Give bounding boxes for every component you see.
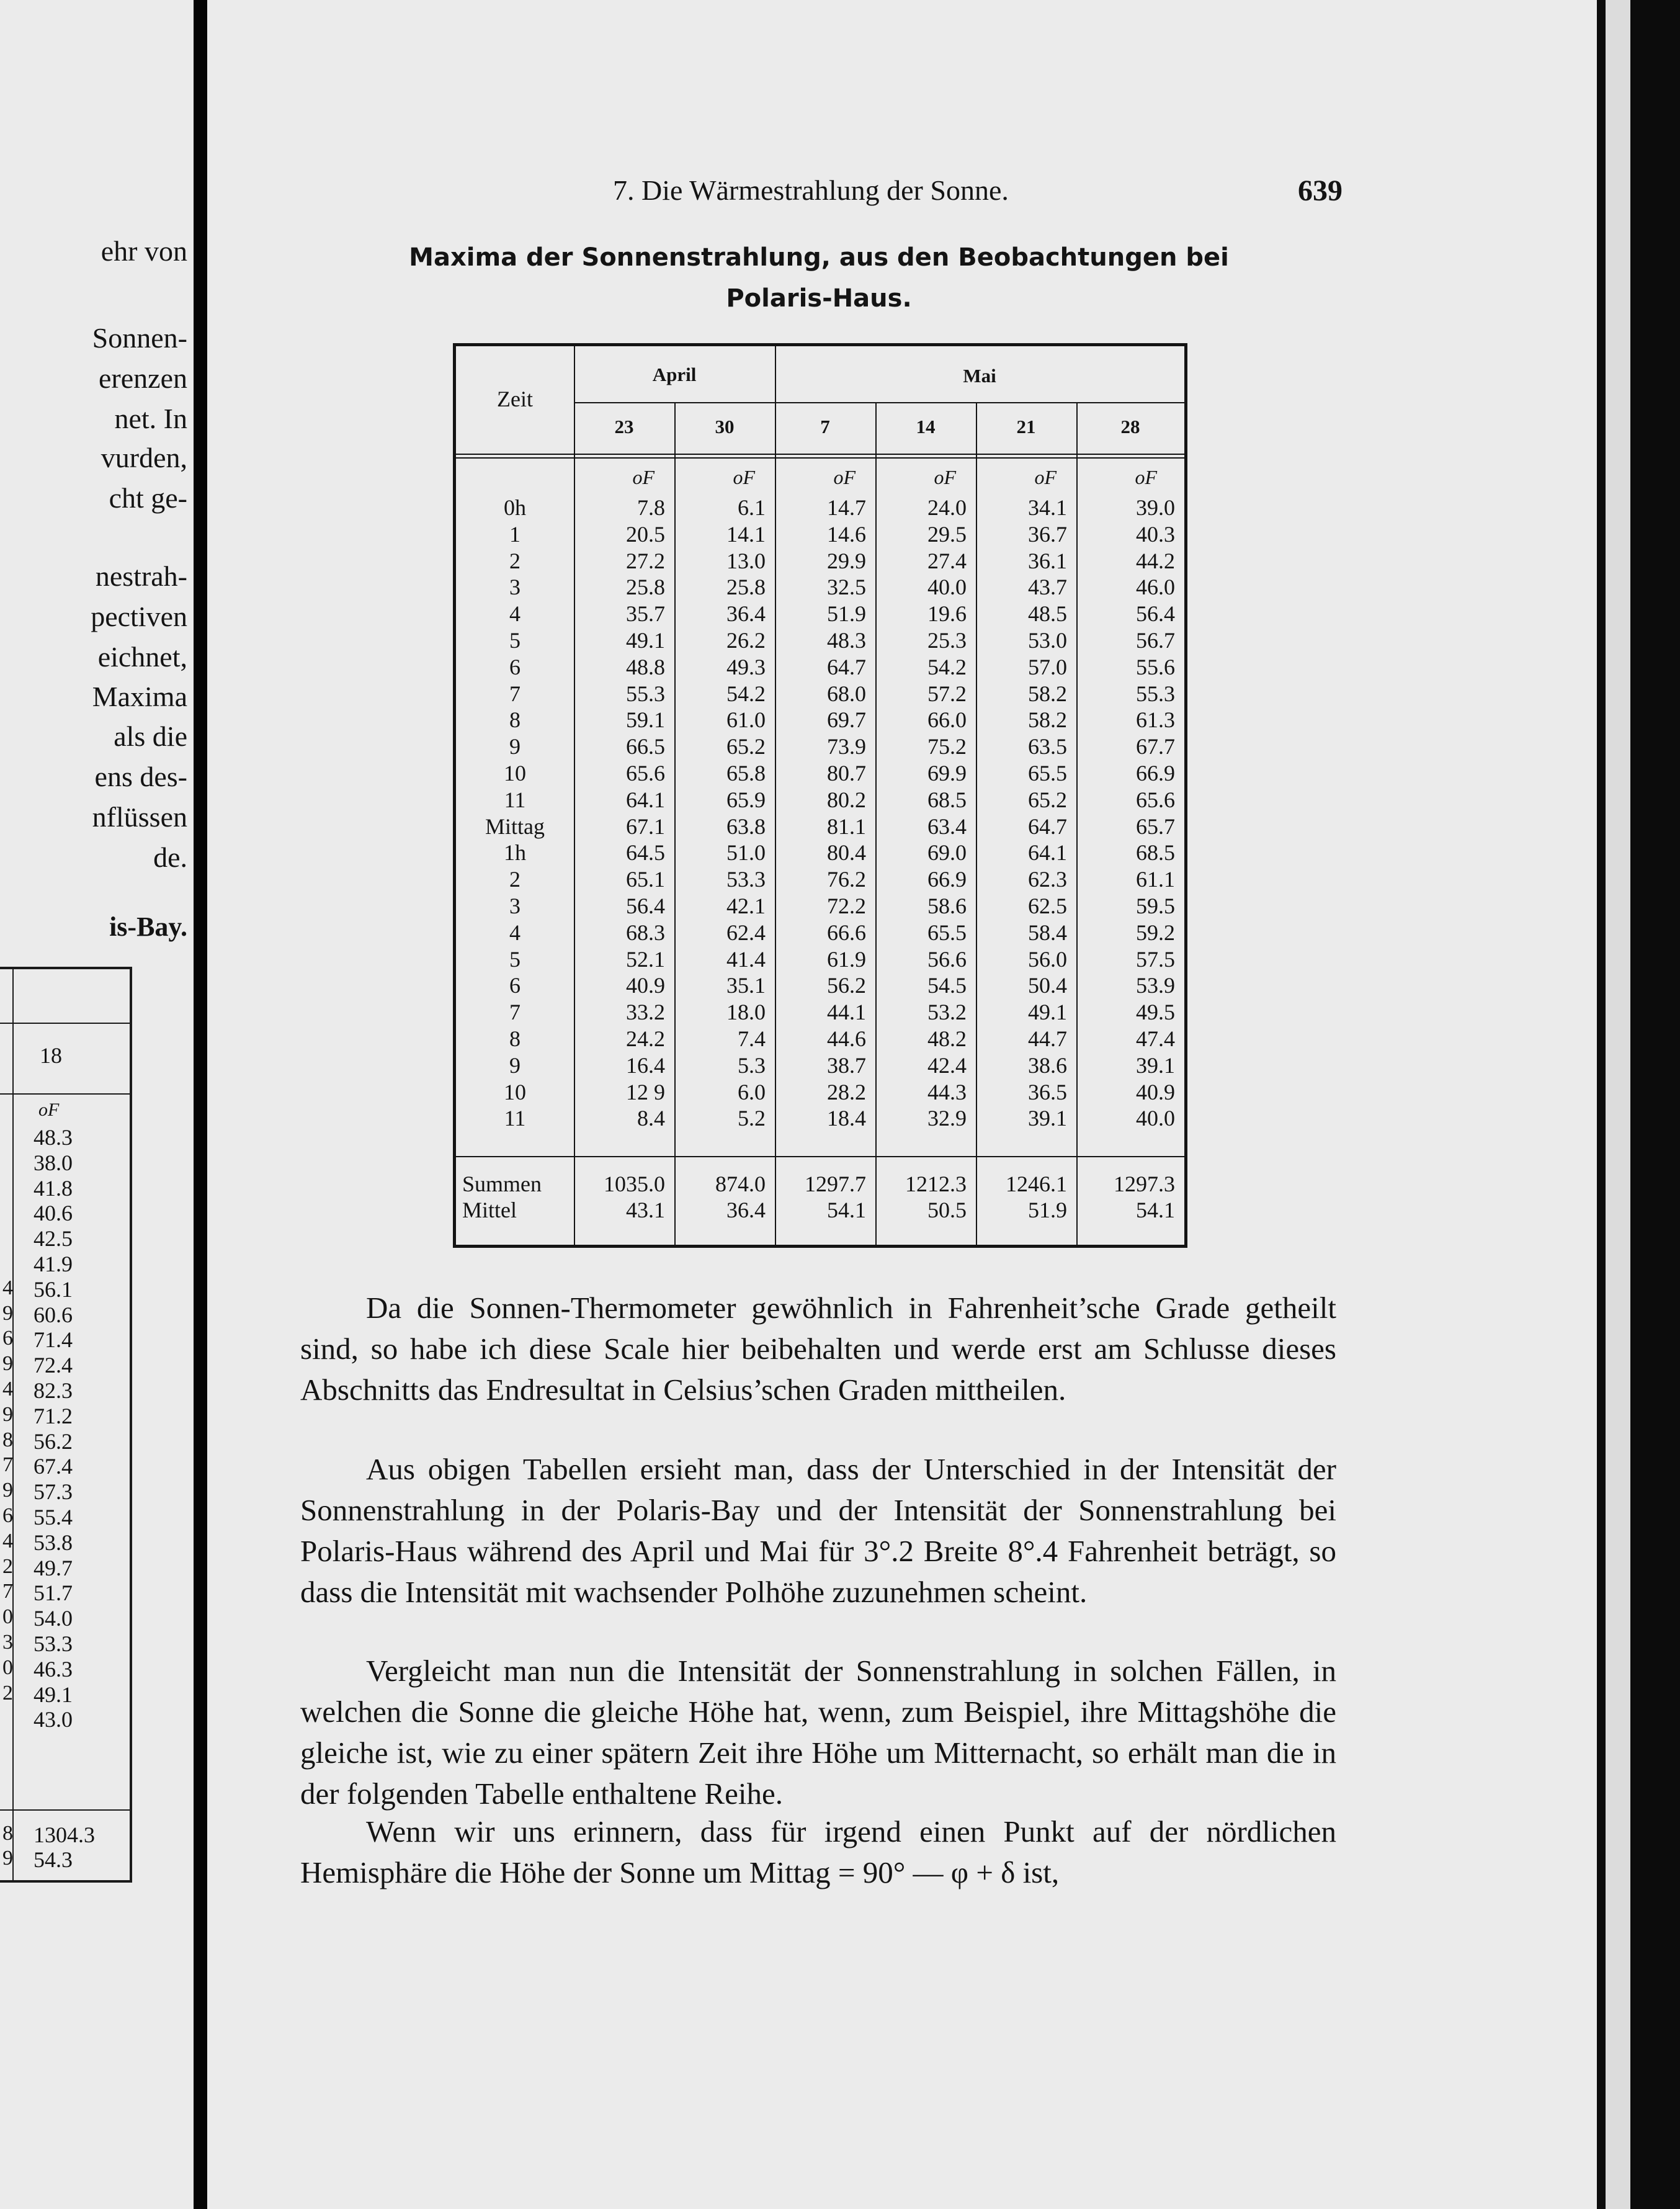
mittel-value: 36.4	[726, 1198, 766, 1222]
table-rule	[976, 402, 977, 1245]
table-rule	[574, 346, 575, 1245]
row-time-label: 7	[509, 681, 521, 706]
book-gutter	[194, 0, 207, 2209]
table-cell: 68.5	[1136, 840, 1175, 866]
left-table-unit: oF	[38, 1100, 60, 1120]
table-rule	[456, 1156, 1184, 1157]
left-table-value: 56.1	[34, 1276, 73, 1302]
table-cell: 29.5	[927, 521, 967, 547]
left-page-text-line: nestrah-	[95, 560, 187, 592]
left-table-edge-digit: 9	[2, 1352, 13, 1376]
table-cell: 19.6	[927, 601, 967, 627]
table-title-place: Polaris-Haus.	[726, 284, 912, 313]
table-cell: 34.1	[1028, 495, 1067, 520]
table-cell: 47.4	[1136, 1026, 1175, 1051]
table-cell: 65.8	[726, 761, 766, 786]
row-time-label: 7	[509, 1000, 521, 1025]
table-cell: 39.1	[1028, 1106, 1067, 1131]
table-cell: 53.9	[1136, 973, 1175, 998]
row-time-label: 5	[509, 628, 521, 653]
table-cell: 50.4	[1028, 973, 1067, 998]
left-table-edge-digit: 2	[2, 1681, 13, 1705]
summen-value: 874.0	[715, 1172, 766, 1196]
table-cell: 66.0	[927, 707, 967, 733]
table-cell: 27.4	[927, 548, 967, 573]
mittel-value: 54.1	[827, 1198, 866, 1222]
row-time-label: 8	[509, 1026, 521, 1051]
table-cell: 35.1	[726, 973, 766, 998]
row-time-label: 10	[504, 1079, 526, 1104]
table-cell: 14.7	[827, 495, 866, 520]
left-page-text-line: Sonnen-	[92, 322, 187, 354]
row-time-label: 5	[509, 946, 521, 972]
table-cell: 53.0	[1028, 628, 1067, 653]
table-cell: 73.9	[827, 734, 866, 759]
mittel-value: 43.1	[626, 1198, 665, 1222]
table-cell: 39.1	[1136, 1052, 1175, 1078]
table-cell: 54.2	[927, 654, 967, 679]
left-table-value: 40.6	[34, 1201, 73, 1226]
left-table-edge-digit: 6	[2, 1504, 13, 1527]
table-cell: 55.6	[1136, 654, 1175, 679]
left-page-text-line: pectiven	[91, 601, 187, 632]
table-cell: 68.3	[626, 920, 665, 945]
table-cell: 65.7	[1136, 813, 1175, 839]
maxima-table	[453, 343, 1187, 1248]
left-table-value: 71.4	[34, 1327, 73, 1353]
table-cell: 54.5	[927, 973, 967, 998]
left-table-value: 41.9	[34, 1252, 73, 1276]
unit-label: oF	[733, 466, 755, 488]
row-time-label: 11	[504, 1106, 526, 1131]
table-cell: 65.2	[726, 734, 766, 759]
table-cell: 53.2	[927, 1000, 967, 1025]
table-cell: 53.3	[726, 867, 766, 892]
left-table-rule	[0, 1093, 130, 1095]
table-cell: 58.2	[1028, 681, 1067, 706]
row-time-label: 8	[509, 707, 521, 733]
table-rule	[456, 454, 1184, 455]
left-table-value: 53.3	[34, 1631, 73, 1656]
left-page-text-line: ens des-	[94, 761, 187, 792]
table-cell: 40.9	[626, 973, 665, 998]
table-cell: 39.0	[1136, 495, 1175, 520]
left-table-value: 42.5	[34, 1226, 73, 1252]
table-cell: 56.0	[1028, 946, 1067, 972]
body-paragraph	[300, 1651, 1336, 1814]
table-cell: 32.5	[827, 575, 866, 600]
table-title: Maxima der Sonnenstrahlung, aus den Beobachtungen bei	[409, 243, 1229, 272]
left-table-value: 56.2	[34, 1428, 73, 1454]
table-cell: 25.8	[626, 575, 665, 600]
table-cell: 65.5	[1028, 761, 1067, 786]
table-cell: 72.2	[827, 894, 866, 918]
table-cell: 29.9	[827, 548, 866, 573]
summen-value: 1035.0	[604, 1172, 665, 1196]
row-time-label: 2	[509, 867, 521, 892]
table-cell: 49.5	[1136, 1000, 1175, 1025]
table-cell: 5.3	[738, 1052, 766, 1078]
left-table-value: 57.3	[34, 1479, 73, 1505]
date-header: 7	[820, 416, 830, 437]
mittel-value: 51.9	[1028, 1198, 1067, 1222]
left-table-rule	[0, 1023, 130, 1024]
table-cell: 67.1	[626, 813, 665, 839]
left-table-value: 71.2	[34, 1403, 73, 1428]
table-cell: 36.1	[1028, 548, 1067, 573]
table-cell: 44.3	[927, 1079, 967, 1104]
table-cell: 57.5	[1136, 946, 1175, 972]
table-cell: 69.7	[827, 707, 866, 733]
left-page-text-line: nflüssen	[92, 801, 187, 833]
left-page-heading: is-Bay.	[109, 912, 187, 942]
table-cell: 25.8	[726, 575, 766, 600]
left-table-column-head: 18	[40, 1043, 62, 1068]
table-cell: 65.2	[1028, 787, 1067, 812]
date-header: 23	[614, 416, 634, 437]
left-table-mittel: 54.3	[34, 1847, 73, 1872]
table-cell: 20.5	[626, 521, 665, 547]
table-rule	[775, 346, 776, 1245]
table-cell: 49.1	[626, 628, 665, 653]
body-paragraph	[300, 1288, 1336, 1410]
date-header: 14	[916, 416, 936, 437]
table-cell: 42.1	[726, 894, 766, 918]
table-cell: 75.2	[927, 734, 967, 759]
table-cell: 59.1	[626, 707, 665, 733]
row-time-label: 3	[509, 894, 521, 918]
left-table-rule	[0, 1809, 130, 1811]
table-cell: 24.2	[626, 1026, 665, 1051]
table-cell: 36.4	[726, 601, 766, 627]
left-table-value: 60.6	[34, 1302, 73, 1327]
left-table-value: 51.7	[34, 1580, 73, 1606]
table-cell: 64.7	[1028, 813, 1067, 839]
row-time-label: 2	[509, 548, 521, 573]
running-head: 7. Die Wärmestrahlung der Sonne.	[613, 174, 1009, 206]
date-header: 28	[1120, 416, 1140, 437]
left-table-value: 54.0	[34, 1606, 73, 1631]
table-cell: 14.1	[726, 521, 766, 547]
table-cell: 25.3	[927, 628, 967, 653]
unit-label: oF	[1135, 466, 1157, 488]
table-cell: 40.0	[927, 575, 967, 600]
table-cell: 38.7	[827, 1052, 866, 1078]
table-cell: 35.7	[626, 601, 665, 627]
table-cell: 56.2	[827, 973, 866, 998]
mittel-label: Mittel	[462, 1198, 517, 1222]
table-cell: 69.9	[927, 761, 967, 786]
table-rule	[574, 402, 775, 403]
table-rule	[775, 402, 1184, 403]
table-cell: 44.7	[1028, 1026, 1067, 1051]
row-time-label: 11	[504, 787, 526, 812]
month-header-mai: Mai	[963, 365, 996, 387]
table-cell: 48.3	[827, 628, 866, 653]
table-cell: 65.1	[626, 867, 665, 892]
left-table-edge-digit: 9	[2, 1847, 13, 1870]
left-table-edge-digit: 7	[2, 1580, 13, 1603]
table-cell: 56.6	[927, 946, 967, 972]
table-cell: 68.5	[927, 787, 967, 812]
row-time-label: 4	[509, 601, 521, 627]
row-time-label: 9	[509, 734, 521, 759]
paragraph-text: Da die Sonnen-Thermometer gewöhnlich in Fahrenheit’sche Grade getheilt sind, so habe ich diese Scale hier beibehalten und werde erst am Schlusse dieses Abschnitts das Endresultat in Celsius’schen Graden mittheilen.	[300, 1291, 1336, 1407]
table-cell: 26.2	[726, 628, 766, 653]
table-cell: 58.2	[1028, 707, 1067, 733]
left-table-value: 49.7	[34, 1555, 73, 1580]
left-table-value: 72.4	[34, 1353, 73, 1378]
row-time-label: 0h	[504, 495, 526, 520]
row-time-label: 3	[509, 575, 521, 600]
paragraph-text: Vergleicht man nun die Intensität der Sonnenstrahlung in solchen Fällen, in welchen die Sonne die gleiche Höhe hat, wenn, zum Beispiel, ihre Mittagshöhe die gleiche ist, wie zu einer spätern Zeit ihre Höhe um Mitternacht, so erhält man die in der folgenden Tabelle enthaltene Reihe.	[300, 1654, 1336, 1811]
table-cell: 52.1	[626, 946, 665, 972]
left-page-table-fragment	[0, 967, 132, 1883]
summen-value: 1246.1	[1006, 1172, 1067, 1196]
table-cell: 48.2	[927, 1026, 967, 1051]
row-time-label: 6	[509, 654, 521, 679]
row-time-label: 1	[509, 521, 521, 547]
left-page-text-line: ehr von	[101, 235, 187, 267]
table-cell: 56.4	[626, 894, 665, 918]
table-cell: 51.0	[726, 840, 766, 866]
table-cell: 58.6	[927, 894, 967, 918]
date-header: 21	[1016, 416, 1036, 437]
table-cell: 14.6	[827, 521, 866, 547]
table-cell: 66.9	[1136, 761, 1175, 786]
unit-label: oF	[632, 466, 655, 488]
table-cell: 40.9	[1136, 1079, 1175, 1104]
table-cell: 42.4	[927, 1052, 967, 1078]
date-header: 30	[715, 416, 735, 437]
left-table-edge-digit: 4	[2, 1378, 13, 1400]
table-cell: 67.7	[1136, 734, 1175, 759]
paragraph-text: Aus obigen Tabellen ersieht man, dass der Unterschied in der Intensität der Sonnenstrahlung in der Polaris-Bay und der Intensität der Sonnenstrahlung bei Polaris-Haus während des April und Mai für 3°.2 Breite 8°.4 Fahrenheit beträgt, so dass die Intensität mit wachsender Polhöhe zuzunehmen scheint.	[300, 1452, 1336, 1609]
table-cell: 80.2	[827, 787, 866, 812]
table-cell: 33.2	[626, 1000, 665, 1025]
table-cell: 64.5	[626, 840, 665, 866]
table-cell: 62.4	[726, 920, 766, 945]
row-time-label: Mittag	[485, 813, 545, 839]
table-cell: 68.0	[827, 681, 866, 706]
table-cell: 62.3	[1028, 867, 1067, 892]
left-table-edge-digit: 8	[2, 1428, 13, 1451]
unit-label: oF	[833, 466, 856, 488]
table-cell: 18.4	[827, 1106, 866, 1131]
table-cell: 65.9	[726, 787, 766, 812]
table-cell: 27.2	[626, 548, 665, 573]
table-cell: 55.3	[1136, 681, 1175, 706]
left-table-edge-digit: 0	[2, 1605, 13, 1629]
left-page-text-line: eichnet,	[97, 641, 187, 673]
table-cell: 69.0	[927, 840, 967, 866]
mittel-value: 54.1	[1136, 1198, 1175, 1222]
row-time-label: 10	[504, 761, 526, 786]
left-table-value: 46.3	[34, 1656, 73, 1682]
table-cell: 61.3	[1136, 707, 1175, 733]
left-table-value: 53.8	[34, 1530, 73, 1555]
zeit-header: Zeit	[497, 387, 533, 411]
table-rule	[456, 457, 1184, 459]
table-cell: 16.4	[626, 1052, 665, 1078]
table-cell: 6.1	[738, 495, 766, 520]
table-cell: 28.2	[827, 1079, 866, 1104]
table-cell: 7.4	[738, 1026, 766, 1051]
left-page-text-line: vurden,	[101, 442, 187, 473]
left-page-text-line: als die	[114, 720, 187, 752]
table-cell: 51.9	[827, 601, 866, 627]
left-table-edge-digit: 3	[2, 1631, 13, 1654]
left-table-edge-digit: 6	[2, 1327, 13, 1350]
table-cell: 12 9	[626, 1079, 665, 1104]
table-cell: 44.1	[827, 1000, 866, 1025]
table-cell: 38.6	[1028, 1052, 1067, 1078]
table-rule	[674, 402, 676, 1245]
row-time-label: 9	[509, 1052, 521, 1078]
left-table-edge-digit: 4	[2, 1276, 13, 1299]
table-cell: 56.7	[1136, 628, 1175, 653]
table-cell: 44.2	[1136, 548, 1175, 573]
table-cell: 49.3	[726, 654, 766, 679]
table-cell: 32.9	[927, 1106, 967, 1131]
table-cell: 59.5	[1136, 894, 1175, 918]
table-cell: 36.7	[1028, 521, 1067, 547]
left-table-value: 67.4	[34, 1454, 73, 1479]
table-cell: 80.7	[827, 761, 866, 786]
table-cell: 65.6	[1136, 787, 1175, 812]
table-cell: 62.5	[1028, 894, 1067, 918]
table-cell: 63.4	[927, 813, 967, 839]
summen-value: 1212.3	[905, 1172, 967, 1196]
table-cell: 18.0	[726, 1000, 766, 1025]
table-cell: 48.5	[1028, 601, 1067, 627]
unit-label: oF	[934, 466, 956, 488]
table-cell: 48.8	[626, 654, 665, 679]
table-cell: 8.4	[637, 1106, 665, 1131]
table-cell: 65.6	[626, 761, 665, 786]
left-table-value: 48.3	[34, 1125, 73, 1150]
table-cell: 63.8	[726, 813, 766, 839]
body-paragraph	[300, 1449, 1336, 1613]
table-rule	[1076, 402, 1078, 1245]
table-cell: 44.6	[827, 1026, 866, 1051]
previous-page-fragment	[0, 0, 194, 2209]
table-cell: 64.1	[1028, 840, 1067, 866]
table-cell: 58.4	[1028, 920, 1067, 945]
table-cell: 13.0	[726, 548, 766, 573]
table-cell: 54.2	[726, 681, 766, 706]
summen-label: Summen	[462, 1172, 542, 1196]
table-rule	[875, 402, 877, 1245]
left-table-summen: 1304.3	[34, 1822, 95, 1847]
table-cell: 66.5	[626, 734, 665, 759]
table-cell: 24.0	[927, 495, 967, 520]
table-cell: 46.0	[1136, 575, 1175, 600]
row-time-label: 6	[509, 973, 521, 998]
row-time-label: 4	[509, 920, 521, 945]
table-cell: 55.3	[626, 681, 665, 706]
page-edge	[1597, 0, 1680, 2209]
left-table-value: 82.3	[34, 1378, 73, 1403]
table-cell: 57.2	[927, 681, 967, 706]
left-table-edge-digit: 9	[2, 1301, 13, 1325]
table-cell: 63.5	[1028, 734, 1067, 759]
table-cell: 6.0	[738, 1079, 766, 1104]
table-cell: 5.2	[738, 1106, 766, 1131]
summen-value: 1297.7	[805, 1172, 866, 1196]
summen-value: 1297.3	[1114, 1172, 1175, 1196]
left-table-edge-digit: 8	[2, 1822, 13, 1845]
month-header-april: April	[652, 364, 697, 385]
table-cell: 61.1	[1136, 867, 1175, 892]
table-cell: 41.4	[726, 946, 766, 972]
left-table-edge-digit: 4	[2, 1529, 13, 1553]
table-cell: 40.3	[1136, 521, 1175, 547]
table-cell: 65.5	[927, 920, 967, 945]
left-table-edge-digit: 7	[2, 1453, 13, 1477]
table-cell: 57.0	[1028, 654, 1067, 679]
table-cell: 61.0	[726, 707, 766, 733]
table-cell: 64.7	[827, 654, 866, 679]
left-page-text-line: erenzen	[99, 362, 187, 394]
table-cell: 64.1	[626, 787, 665, 812]
left-page-text-line: Maxima	[92, 681, 187, 712]
table-cell: 81.1	[827, 813, 866, 839]
left-table-value: 49.1	[34, 1682, 73, 1707]
left-table-value: 43.0	[34, 1707, 73, 1732]
left-page-text-line: cht ge-	[109, 482, 187, 514]
left-table-value: 41.8	[34, 1175, 73, 1201]
left-page-text-line: de.	[153, 841, 187, 873]
table-cell: 80.4	[827, 840, 866, 866]
table-cell: 40.0	[1136, 1106, 1175, 1131]
table-cell: 59.2	[1136, 920, 1175, 945]
left-table-edge-digit: 0	[2, 1656, 13, 1679]
paragraph-text: Wenn wir uns erinnern, dass für irgend einen Punkt auf der nördlichen Hemisphäre die Höhe der Sonne um Mittag = 90° — φ + δ ist,	[300, 1814, 1336, 1889]
table-cell: 56.4	[1136, 601, 1175, 627]
left-table-edge-digit: 9	[2, 1402, 13, 1426]
row-time-label: 1h	[504, 840, 526, 866]
table-cell: 36.5	[1028, 1079, 1067, 1104]
body-paragraph	[300, 1811, 1336, 1893]
table-cell: 7.8	[637, 495, 665, 520]
page-number: 639	[1298, 174, 1343, 207]
table-cell: 61.9	[827, 946, 866, 972]
table-cell: 43.7	[1028, 575, 1067, 600]
unit-label: oF	[1034, 466, 1057, 488]
mittel-value: 50.5	[927, 1198, 967, 1222]
left-table-edge-digit: 9	[2, 1479, 13, 1502]
table-cell: 76.2	[827, 867, 866, 892]
table-cell: 66.6	[827, 920, 866, 945]
left-table-value: 55.4	[34, 1505, 73, 1530]
left-page-text-line: net. In	[114, 403, 187, 434]
left-table-value: 38.0	[34, 1150, 73, 1175]
table-cell: 49.1	[1028, 1000, 1067, 1025]
table-cell: 66.9	[927, 867, 967, 892]
left-table-edge-digit: 2	[2, 1554, 13, 1578]
